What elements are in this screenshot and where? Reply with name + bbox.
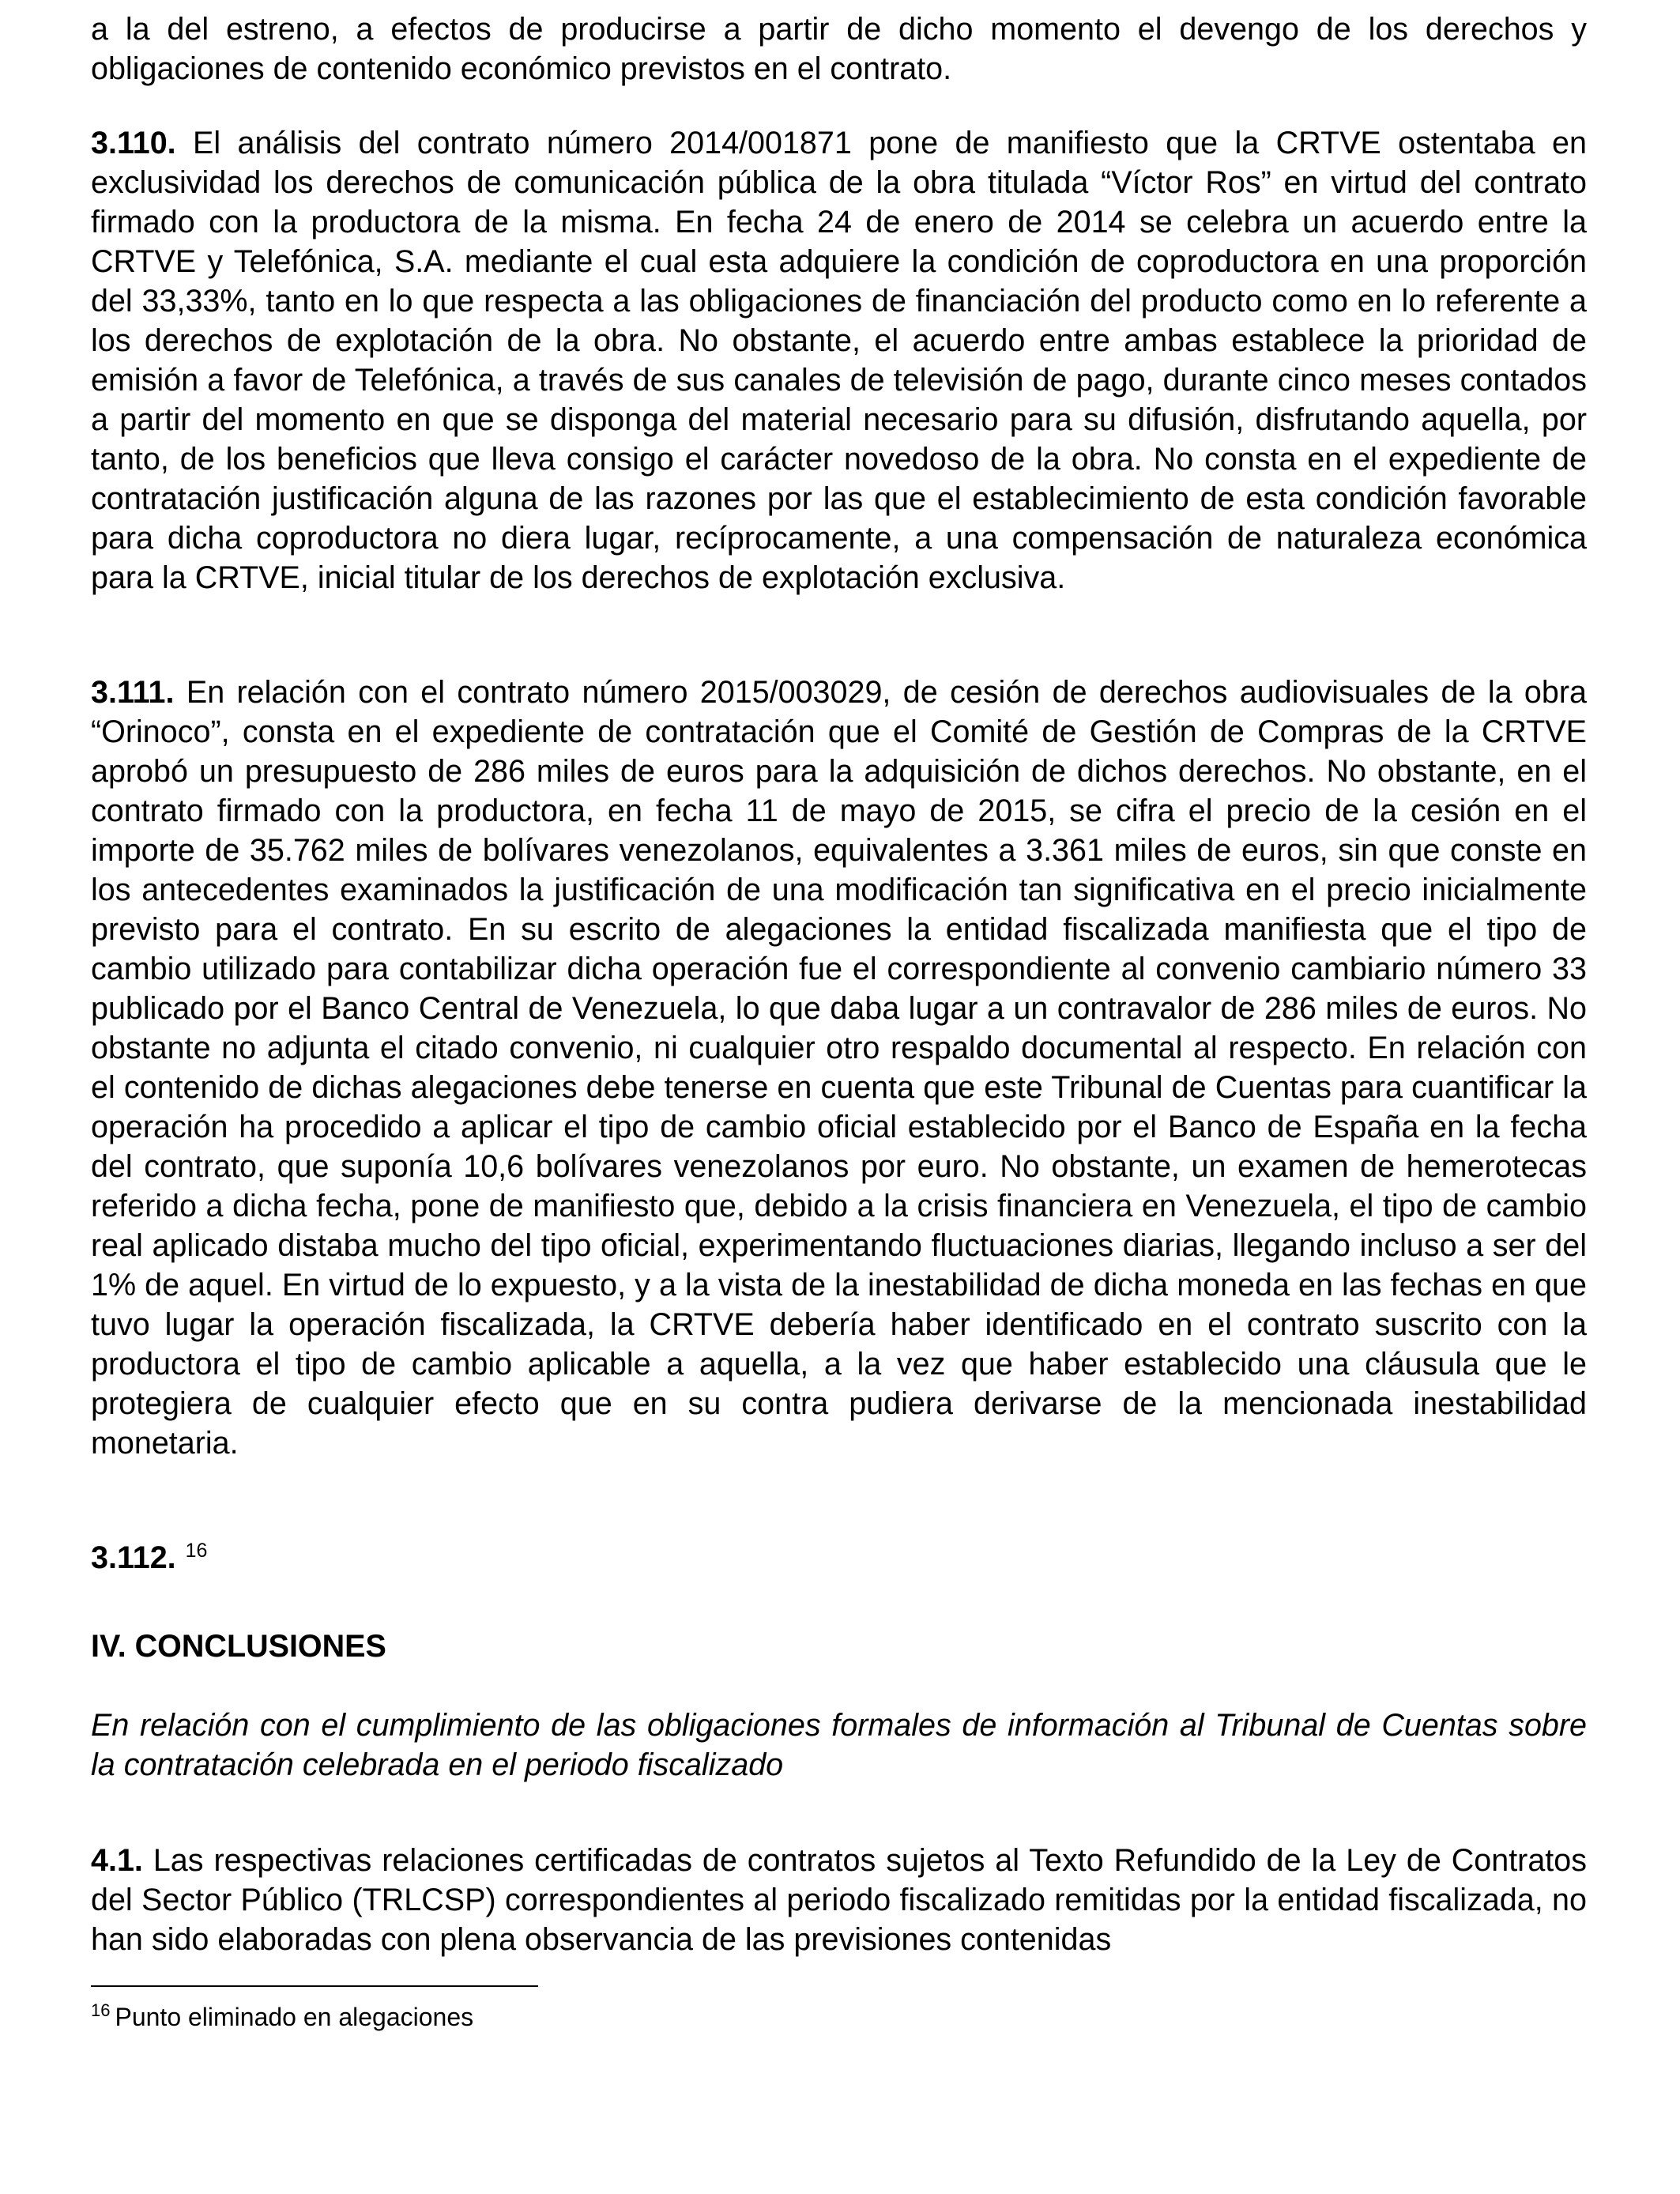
section-intro-italic: En relación con el cumplimiento de las obligaciones formales de información al Tribunal de Cuentas sobre la contratación celebrada en el periodo fiscalizado xyxy=(91,1708,1587,1782)
paragraph-3-110 xyxy=(91,123,1587,598)
footnote-reference: 16 xyxy=(185,1540,208,1562)
footnote xyxy=(91,2001,473,2036)
paragraph-number: 3.112. xyxy=(91,1540,176,1575)
paragraph-continuation xyxy=(91,9,1587,89)
paragraph-continuation-text: a la del estreno, a efectos de producirse a partir de dicho momento el devengo de los derechos y obligaciones de contenido económico previstos en el contrato. xyxy=(91,12,1587,86)
paragraph-text: El análisis del contrato número 2014/001871 pone de manifiesto que la CRTVE ostentaba en exclusividad los derechos de comunicación pública de la obra titulada “Víctor Ros” en virtud del contrato firmado con la productora de la misma. En fecha 24 de enero de 2014 se celebra un acuerdo entre la CRTVE y Telefónica, S.A. mediante el cual esta adquiere la condición de coproductora en una proporción del 33,33%, tanto en lo que respecta a las obligaciones de financiación del producto como en lo referente a los derechos de explotación de la obra. No obstante, el acuerdo entre ambas establece la prioridad de emisión a favor de Telefónica, a través de sus canales de televisión de pago, durante cinco meses contados a partir del momento en que se disponga del material necesario para su difusión, disfrutando aquella, por tanto, de los beneficios que lleva consigo el carácter novedoso de la obra. No consta en el expediente de contratación justificación alguna de las razones por las que el establecimiento de esta condición favorable para dicha coproductora no diera lugar, recíprocamente, a una compensación de naturaleza económica para la CRTVE, inicial titular de los derechos de explotación exclusiva. xyxy=(91,126,1587,595)
paragraph-3-112 xyxy=(91,1538,1587,1581)
paragraph-4-1 xyxy=(91,1841,1587,1959)
paragraph-number: 3.110. xyxy=(91,126,176,160)
paragraph-number: 4.1. xyxy=(91,1843,143,1878)
footnote-mark: 16 xyxy=(91,2000,111,2020)
footnote-text: Punto eliminado en alegaciones xyxy=(115,2003,474,2031)
paragraph-text: En relación con el contrato número 2015/003029, de cesión de derechos audiovisuales de la obra “Orinoco”, consta en el expediente de contratación que el Comité de Gestión de Compras de la CRTVE aprobó un presupuesto de 286 miles de euros para la adquisición de dichos derechos. No obstante, en el contrato firmado con la productora, en fecha 11 de mayo de 2015, se cifra el precio de la cesión en el importe de 35.762 miles de bolívares venezolanos, equivalentes a 3.361 miles de euros, sin que conste en los antecedentes examinados la justificación de una modificación tan significativa en el precio inicialmente previsto para el contrato. En su escrito de alegaciones la entidad fiscalizada manifiesta que el tipo de cambio utilizado para contabilizar dicha operación fue el correspondiente al convenio cambiario número 33 publicado por el Banco Central de Venezuela, lo que daba lugar a un contravalor de 286 miles de euros. No obstante no adjunta el citado convenio, ni cualquier otro respaldo documental al respecto. En relación con el contenido de dichas alegaciones debe tenerse en cuenta que este Tribunal de Cuentas para cuantificar la operación ha procedido a aplicar el tipo de cambio oficial establecido por el Banco de España en la fecha del contrato, que suponía 10,6 bolívares venezolanos por euro. No obstante, un examen de hemerotecas referido a dicha fecha, pone de manifiesto que, debido a la crisis financiera en Venezuela, el tipo de cambio real aplicado distaba mucho del tipo oficial, experimentando fluctuaciones diarias, llegando incluso a ser del 1% de aquel. En virtud de lo expuesto, y a la vista de la inestabilidad de dicha moneda en las fechas en que tuvo lugar la operación fiscalizada, la CRTVE debería haber identificado en el contrato suscrito con la productora el tipo de cambio aplicable a aquella, a la vez que haber establecido una cláusula que le protegiera de cualquier efecto que en su contra pudiera derivarse de la mencionada inestabilidad monetaria. xyxy=(91,675,1587,1461)
paragraph-number: 3.111. xyxy=(91,675,175,710)
paragraph-text: Las respectivas relaciones certificadas de contratos sujetos al Texto Refundido de la Ley de Contratos del Sector Público (TRLCSP) correspondientes al periodo fiscalizado remitidas por la entidad fiscalizada, no han sido elaboradas con plena observancia de las previsiones contenidas xyxy=(91,1843,1587,1957)
footnote-separator xyxy=(91,1985,538,1987)
section-heading: IV. CONCLUSIONES xyxy=(91,1629,386,1664)
paragraph-3-111 xyxy=(91,673,1587,1463)
